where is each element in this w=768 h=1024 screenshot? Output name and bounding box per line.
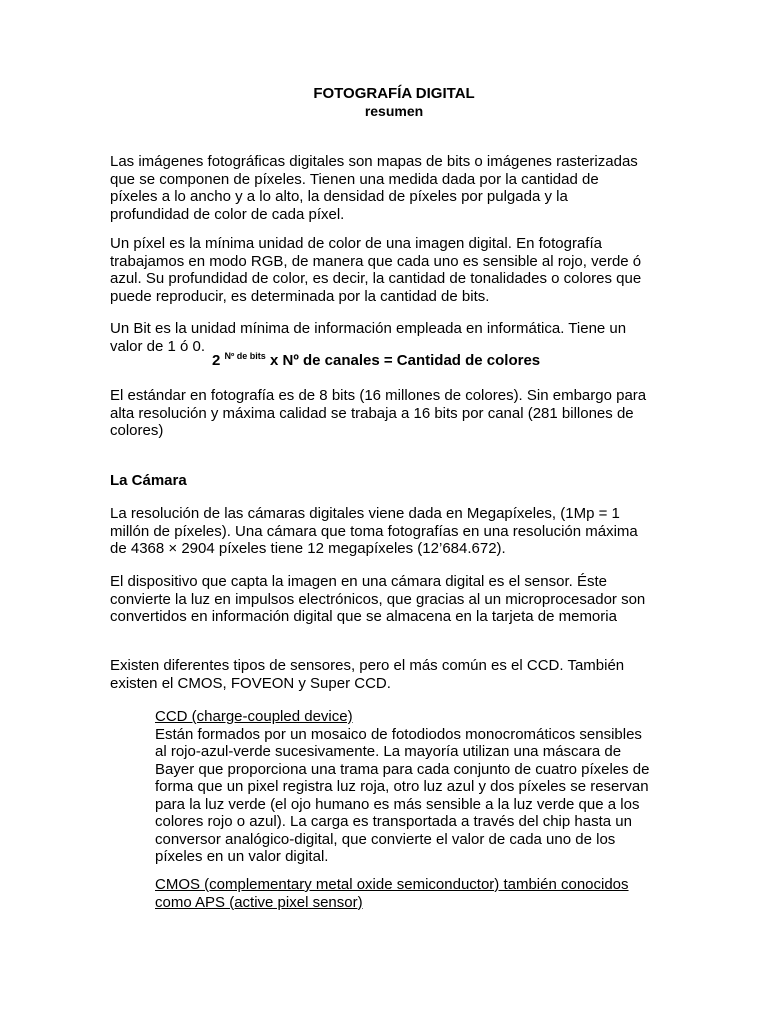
ccd-description: Están formados por un mosaico de fotodiodos monocromáticos sensibles al rojo-azul-verde sucesivamente. La mayoría utilizan una máscara de Bayer que proporciona una trama para cada conjunto de cuatro píxeles de forma que un pixel registra luz roja, otro luz azul y dos píxeles se reservan para la luz verde (el ojo humano es más sensible a la luz verde que a los colores rojo o azul). La carga es transportada a través del chip hasta un conversor analógico-digital, que convierte el valor de cada uno de los píxeles en un valor digital.: [155, 725, 650, 865]
document-subtitle: resumen: [364, 103, 424, 119]
cmos-section: [155, 876, 655, 911]
ccd-section: [155, 708, 655, 866]
formula-rest: x Nº de canales = Cantidad de colores: [269, 352, 541, 369]
paragraph-bit: Un Bit es la unidad mínima de información empleada en informática. Tiene un valor de 1 ó 0.: [110, 320, 627, 355]
paragraph-sensor: El dispositivo que capta la imagen en una cámara digital es el sensor. Éste convierte la luz en impulsos electrónicos, que gracias al un microprocesador son convertidos en información digital que se almacena en la tarjeta de memoria: [110, 573, 646, 625]
section-heading-camera: La Cámara: [110, 472, 187, 489]
paragraph-standard: El estándar en fotografía es de 8 bits (16 millones de colores). Sin embargo para alta resolución y máxima calidad se trabaja a 16 bits por canal (281 billones de colores): [110, 387, 647, 439]
paragraph-pixel: Un píxel es la mínima unidad de color de una imagen digital. En fotografía trabajamos en modo RGB, de manera que cada uno es sensible al rojo, verde ó azul. Su profundidad de color, es decir, la cantidad de tonalidades o colores que puede reproducir, es determinada por la cantidad de bits.: [110, 235, 642, 305]
paragraph-sensor-types: Existen diferentes tipos de sensores, pero el más común es el CCD. También existen el CMOS, FOVEON y Super CCD.: [110, 657, 625, 692]
cmos-heading: CMOS (complementary metal oxide semiconductor) también conocidos como APS (active pixel sensor): [155, 876, 629, 911]
formula-exponent: Nº de bits: [224, 351, 266, 361]
document-title: FOTOGRAFÍA DIGITAL: [313, 85, 475, 102]
ccd-heading: CCD (charge-coupled device): [155, 708, 353, 725]
paragraph-bitmaps: Las imágenes fotográficas digitales son mapas de bits o imágenes rasterizadas que se componen de píxeles. Tienen una medida dada por la cantidad de píxeles a lo ancho y a lo alto, la densidad de píxeles por pulgada y la profundidad de color de cada píxel.: [110, 153, 638, 223]
color-formula: [212, 352, 540, 370]
formula-base: 2: [212, 352, 221, 369]
paragraph-resolution: La resolución de las cámaras digitales viene dada en Megapíxeles, (1Mp = 1 millón de píxeles). Una cámara que toma fotografías en una resolución máxima de 4368 × 2904 píxeles tiene 12 megapíxeles (12’684.672).: [110, 505, 638, 557]
